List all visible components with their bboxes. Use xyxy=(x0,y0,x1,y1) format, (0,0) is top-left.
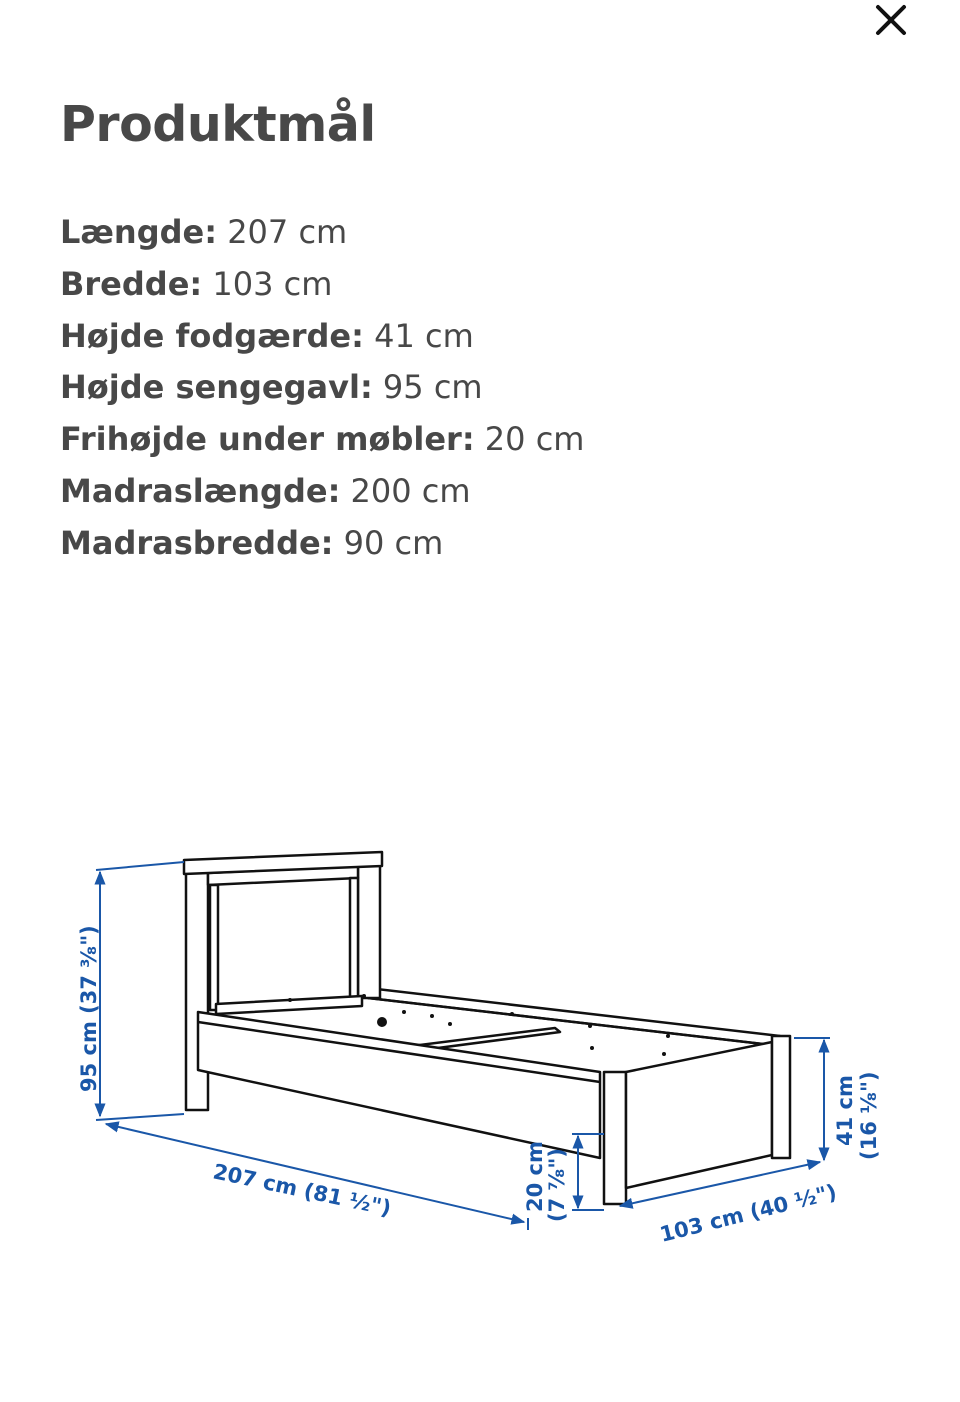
spec-row-mattress-length xyxy=(60,467,584,519)
spec-row-clearance xyxy=(60,415,584,467)
spec-value: 207 cm xyxy=(227,213,348,251)
spec-label: Bredde: xyxy=(60,264,203,303)
spec-row-headboard-height xyxy=(60,363,584,415)
dimension-label-headboard-height: 95 cm (37 ³⁄₈") xyxy=(77,925,101,1092)
spec-value: 103 cm xyxy=(212,264,333,303)
dimension-label-footboard-cm: 41 cm xyxy=(833,1075,857,1146)
spec-label: Højde sengegavl: xyxy=(60,368,373,407)
dimension-label-length: 207 cm (81 ½") xyxy=(210,1159,394,1221)
spec-label: Højde fodgærde: xyxy=(60,316,364,355)
close-icon xyxy=(868,0,916,40)
spec-label: Længde: xyxy=(60,213,218,251)
dimension-label-clearance-cm: 20 cm xyxy=(523,1141,547,1212)
bed-frame-illustration xyxy=(184,852,790,1204)
spec-row-footboard-height xyxy=(60,312,584,364)
dimension-list xyxy=(60,208,584,571)
dimension-label-clearance-in: (7 ⁷⁄₈") xyxy=(545,1148,569,1222)
spec-value: 20 cm xyxy=(484,420,585,459)
spec-label: Frihøjde under møbler: xyxy=(60,420,475,459)
spec-value: 41 cm xyxy=(374,316,474,355)
bed-dimension-drawing xyxy=(0,820,960,1260)
close-button[interactable] xyxy=(868,0,916,40)
dimension-label-footboard-in: (16 ¹⁄₈") xyxy=(857,1071,881,1160)
dimension-label-width: 103 cm (40 ½") xyxy=(657,1179,840,1247)
spec-row-length xyxy=(60,208,584,260)
spec-row-width xyxy=(60,260,584,312)
page-title: Produktmål xyxy=(60,96,376,153)
spec-label: Madraslængde: xyxy=(60,471,341,510)
spec-label: Madrasbredde: xyxy=(60,523,334,562)
spec-value: 200 cm xyxy=(350,471,471,510)
spec-row-mattress-width xyxy=(60,519,584,571)
spec-value: 90 cm xyxy=(343,523,444,562)
spec-value: 95 cm xyxy=(382,368,483,407)
